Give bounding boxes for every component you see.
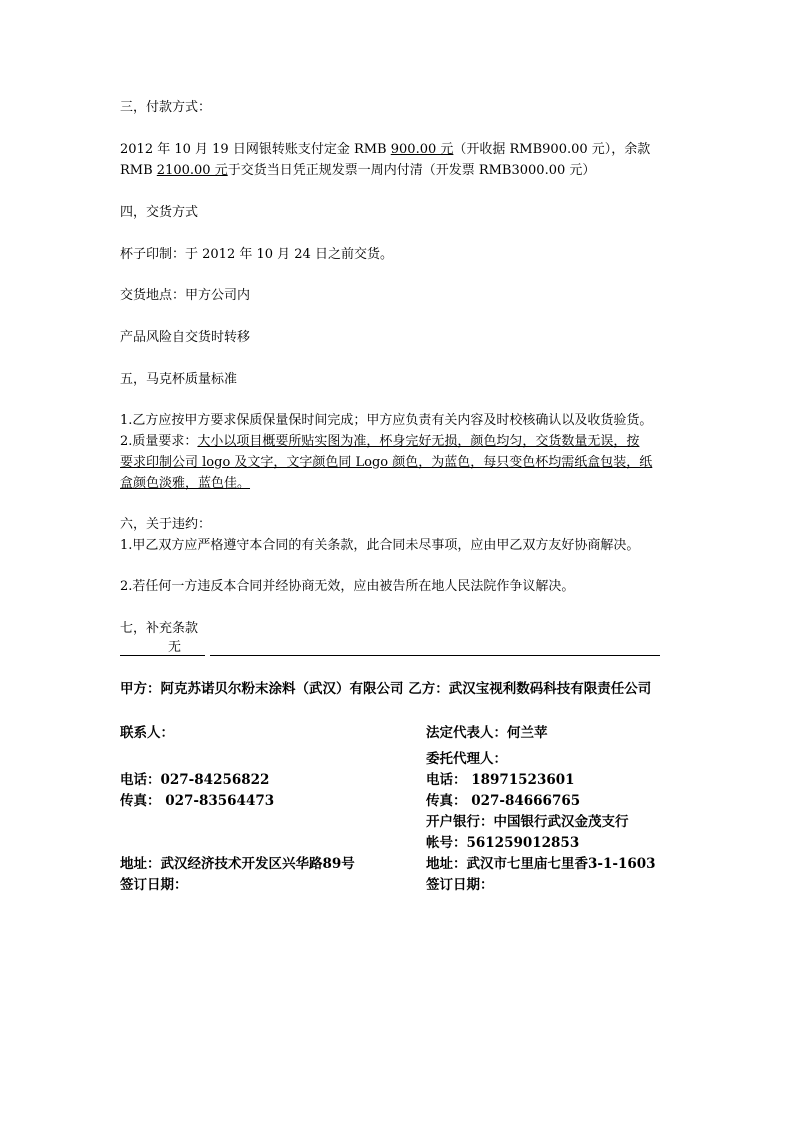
right-sign-date: 签订日期： — [426, 877, 494, 893]
payment-line-1 — [120, 141, 650, 159]
right-fax: 传真： 027-84666765 — [426, 793, 581, 809]
right-bank: 开户银行：中国银行武汉金茂支行 — [426, 814, 629, 830]
quality-item-2-prefix: 2.质量要求： — [120, 434, 198, 449]
breach-item-2: 2.若任何一方违反本合同并经协商无效，应由被告所在地人民法院作争议解决。 — [120, 579, 575, 594]
right-agent: 委托代理人： — [426, 751, 507, 767]
quality-item-1: 1.乙方应按甲方要求保质保量保时间完成；甲方应负责有关内容及时校核确认以及收货验货。 — [120, 413, 653, 428]
right-phone: 电话： 18971523601 — [426, 772, 575, 788]
party-a-label: 甲方： — [120, 681, 161, 697]
left-sign-date: 签订日期： — [120, 877, 188, 893]
payment-line-1-text-a: 2012 年 10 月 19 日网银转账支付定金 RMB — [120, 142, 391, 157]
delivery-place: 交货地点：甲方公司内 — [120, 288, 251, 303]
deposit-amount: 900.00 元 — [390, 142, 454, 157]
party-a-name: 阿克苏诺贝尔粉末涂料（武汉）有限公司 — [160, 681, 404, 697]
right-address: 地址：武汉市七里庙七里香3-1-1603 — [426, 856, 656, 872]
left-address: 地址：武汉经济技术开发区兴华路89号 — [120, 856, 355, 872]
right-legal-rep: 法定代表人：何兰苹 — [426, 725, 548, 741]
payment-heading: 三，付款方式： — [120, 100, 212, 115]
supplement-underline-right — [210, 655, 660, 656]
supplement-value: 无 — [168, 640, 182, 655]
left-phone: 电话：027-84256822 — [120, 772, 270, 788]
supplement-underline-left — [120, 655, 205, 656]
delivery-risk: 产品风险自交货时转移 — [120, 330, 251, 345]
balance-amount: 2100.00 元 — [156, 163, 228, 178]
delivery-heading: 四，交货方式 — [120, 205, 199, 220]
right-account: 帐号：561259012853 — [426, 835, 580, 851]
party-b-name: 武汉宝视利数码科技有限责任公司 — [448, 681, 652, 697]
payment-line-2-text-b: 于交货当日凭正规发票一周内付清（开发票 RMB3000.00 元） — [227, 163, 596, 178]
quality-item-2 — [120, 433, 639, 451]
payment-line-1-text-b: （开收据 RMB900.00 元），余款 — [453, 142, 651, 157]
supplement-heading: 七，补充条款 — [120, 621, 199, 636]
payment-line-2-text-a: RMB — [120, 163, 157, 178]
payment-line-2 — [120, 162, 595, 180]
breach-item-1: 1.甲乙双方应严格遵守本合同的有关条款，此合同未尽事项，应由甲乙双方友好协商解决。 — [120, 538, 640, 553]
left-fax: 传真： 027-83564473 — [120, 793, 275, 809]
party-b-label: 乙方： — [408, 681, 449, 697]
parties-line — [120, 680, 651, 698]
quality-item-2-line-b: 要求印制公司 logo 及文字，文字颜色同 Logo 颜色，为蓝色，每只变色杯均需纸盒包装，纸 — [120, 455, 653, 470]
left-contact: 联系人： — [120, 725, 174, 741]
quality-item-2-line-c: 盒颜色淡雅，蓝色佳。 — [120, 476, 251, 491]
quality-heading: 五，马克杯质量标准 — [120, 372, 238, 387]
breach-heading: 六，关于违约： — [120, 517, 212, 532]
delivery-print: 杯子印制：于 2012 年 10 月 24 日之前交货。 — [120, 247, 393, 262]
quality-item-2-line-a: 大小以项目概要所贴实图为准，杯身完好无损，颜色均匀，交货数量无误，按 — [197, 434, 640, 449]
